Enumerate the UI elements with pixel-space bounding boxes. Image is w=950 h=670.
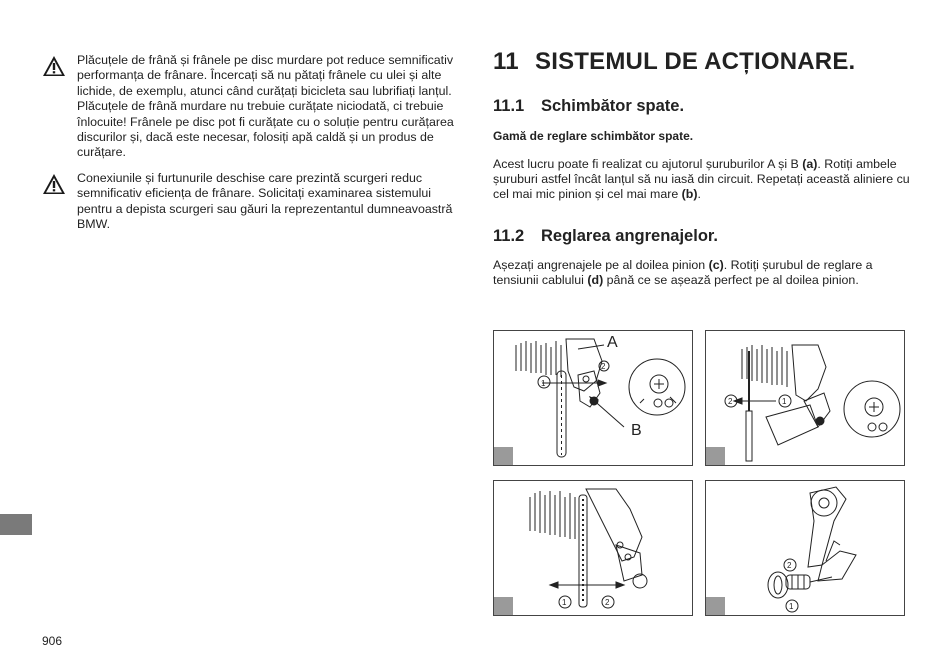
callout-1: 1 bbox=[782, 397, 787, 406]
para-text: Așezați angrenajele pe al doilea pinion bbox=[493, 258, 709, 272]
callout-1: 1 bbox=[562, 598, 567, 607]
adjustment-range-subheading: Gamă de reglare schimbător spate. bbox=[493, 129, 694, 143]
figure-a-limit-screws bbox=[493, 330, 693, 466]
subsection-title: Reglarea angrenajelor. bbox=[541, 227, 718, 245]
callout-2: 2 bbox=[605, 598, 610, 607]
callout-2: 2 bbox=[728, 397, 733, 406]
ref-c: (c) bbox=[708, 258, 724, 272]
para-text: . bbox=[697, 187, 701, 201]
subsection-heading-rear-derailleur bbox=[493, 97, 684, 116]
ref-d: (d) bbox=[587, 273, 604, 287]
section-heading bbox=[493, 48, 855, 76]
paragraph-gear-adjustment bbox=[493, 258, 911, 288]
subsection-number: 11.2 bbox=[493, 227, 525, 245]
warning-block-leaks bbox=[42, 171, 472, 233]
warning-triangle-icon bbox=[42, 55, 66, 77]
para-text: . Rotiți ambele șuruburi astfel încât lanțul să nu iasă din circuit. Repetați această aliniere cu cel mai mic pinion și cel mai mare bbox=[493, 157, 910, 201]
ref-b: (b) bbox=[681, 187, 698, 201]
callout-2: 2 bbox=[601, 362, 606, 371]
subsection-number: 11.1 bbox=[493, 97, 525, 115]
page-number: 906 bbox=[42, 634, 63, 648]
warning-block-brake-pads bbox=[42, 53, 472, 161]
warning-text: Conexiunile și furtunurile deschise care prezintă scurgeri reduc semnificativ eficiența de frânare. Solicitați examinarea sistemului pentru a depista scurgeri sau găuri la reprezentantul dumneavoastră BMW. bbox=[77, 171, 453, 232]
derailleur-illustration bbox=[706, 331, 904, 465]
chapter-tab-marker bbox=[0, 514, 32, 535]
paragraph-range-adjustment bbox=[493, 157, 911, 202]
section-number: 11 bbox=[493, 48, 519, 75]
callout-1: 1 bbox=[789, 602, 794, 611]
derailleur-illustration bbox=[494, 331, 692, 465]
label-screw-a: A bbox=[607, 334, 618, 351]
callout-1: 1 bbox=[541, 379, 546, 388]
label-screw-b: B bbox=[631, 422, 642, 439]
para-text: până ce se așează perfect pe al doilea pinion. bbox=[603, 273, 859, 287]
subsection-heading-gear-adjustment bbox=[493, 227, 718, 246]
subsection-title: Schimbător spate. bbox=[541, 97, 685, 115]
warning-triangle-icon bbox=[42, 173, 66, 195]
para-text: Acest lucru poate fi realizat cu ajutorul șuruburilor A și B bbox=[493, 157, 803, 171]
para-text: . Rotiți șurubul de reglare a tensiunii cablului bbox=[493, 258, 873, 287]
warning-text: Plăcuțele de frână și frânele pe disc murdare pot reduce semnificativ performanța de frânare. Încercați să nu pătați frânele cu ulei și alte lichide, de exemplu, atunci când curățați bicicleta sau lubrifiați lanțul. Plăcuțele de frână murdare nu trebuie curățate niciodată, ci trebuie înlocuite! Frânele pe disc pot fi curățate cu o soluție pentru curățarea discurilor și, dacă este necesar, folosiți apă caldă și un produs de curățare. bbox=[77, 53, 454, 160]
section-title: SISTEMUL DE ACȚIONARE. bbox=[535, 48, 856, 75]
figure-d-cable-tension bbox=[705, 480, 905, 616]
callout-2: 2 bbox=[787, 561, 792, 570]
ref-a: (a) bbox=[802, 157, 818, 171]
figure-c-second-cog bbox=[493, 480, 693, 616]
derailleur-illustration bbox=[494, 481, 692, 615]
figure-b-largest-cog bbox=[705, 330, 905, 466]
derailleur-illustration bbox=[706, 481, 904, 615]
